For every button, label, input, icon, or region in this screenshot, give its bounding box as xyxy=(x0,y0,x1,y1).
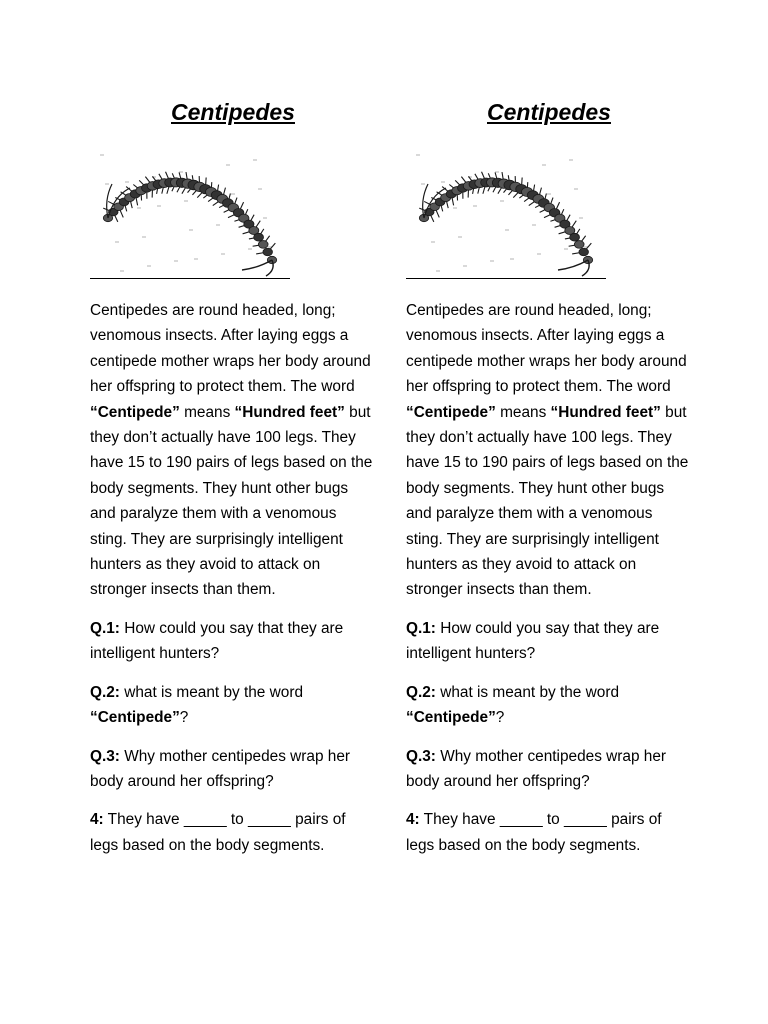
passage-text: means xyxy=(495,403,551,421)
question-text: ? xyxy=(179,709,189,727)
question-2 xyxy=(406,680,692,731)
question-text: ? xyxy=(495,709,505,727)
passage-text: but they don’t actually have 100 legs. They have 15 to 190 pairs of legs based on the body segments. They hunt other bugs and paralyze them with a venomous sting. They are surprisingly intelligent hunters as they avoid to attack on stronger insects than them. xyxy=(406,403,689,599)
reading-passage xyxy=(406,298,692,603)
centipede-icon xyxy=(90,148,290,278)
question-label: 4: xyxy=(406,811,420,829)
question-3 xyxy=(406,744,692,795)
question-label: Q.1: xyxy=(406,619,436,637)
reading-passage xyxy=(90,298,376,603)
question-2 xyxy=(90,680,376,731)
worksheet-column-left xyxy=(90,94,376,858)
question-label: Q.3: xyxy=(406,747,436,765)
question-text: How could you say that they are intelligent hunters? xyxy=(406,619,660,663)
passage-text: Centipedes are round headed, long; venomous insects. After laying eggs a centipede mother wraps her body around her offspring to protect them. The word xyxy=(406,302,687,396)
question-label: Q.2: xyxy=(406,683,436,701)
worksheet-column-right xyxy=(406,94,692,858)
illustration-underline xyxy=(90,278,290,279)
question-1 xyxy=(90,616,376,667)
passage-bold-term: “Centipede” xyxy=(406,403,496,421)
question-text: Why mother centipedes wrap her body around her offspring? xyxy=(90,747,351,790)
passage-text: means xyxy=(179,403,235,421)
centipede-illustration xyxy=(90,148,290,280)
centipede-icon xyxy=(406,148,606,278)
question-text: They have _____ to _____ pairs of legs based on the body segments. xyxy=(90,811,346,854)
question-1 xyxy=(406,616,692,667)
passage-bold-term: “Hundred feet” xyxy=(234,403,345,421)
question-text: Why mother centipedes wrap her body around her offspring? xyxy=(406,747,667,790)
question-label: Q.3: xyxy=(90,747,120,765)
question-4 xyxy=(90,807,376,858)
question-bold-term: “Centipede” xyxy=(90,709,180,727)
question-text: How could you say that they are intelligent hunters? xyxy=(90,619,344,663)
centipede-illustration xyxy=(406,148,606,280)
question-text: what is meant by the word xyxy=(119,683,304,701)
question-label: 4: xyxy=(90,811,104,829)
question-4 xyxy=(406,807,692,858)
passage-bold-term: “Hundred feet” xyxy=(550,403,661,421)
question-text: what is meant by the word xyxy=(435,683,620,701)
question-bold-term: “Centipede” xyxy=(406,709,496,727)
worksheet-title: Centipedes xyxy=(171,99,295,125)
question-label: Q.1: xyxy=(90,619,120,637)
worksheet-title: Centipedes xyxy=(487,99,611,125)
passage-bold-term: “Centipede” xyxy=(90,403,180,421)
passage-text: but they don’t actually have 100 legs. They have 15 to 190 pairs of legs based on the body segments. They hunt other bugs and paralyze them with a venomous sting. They are surprisingly intelligent hunters as they avoid to attack on stronger insects than them. xyxy=(90,403,373,599)
question-label: Q.2: xyxy=(90,683,120,701)
illustration-underline xyxy=(406,278,606,279)
question-text: They have _____ to _____ pairs of legs based on the body segments. xyxy=(406,811,662,854)
question-3 xyxy=(90,744,376,795)
passage-text: Centipedes are round headed, long; venomous insects. After laying eggs a centipede mother wraps her body around her offspring to protect them. The word xyxy=(90,302,371,396)
